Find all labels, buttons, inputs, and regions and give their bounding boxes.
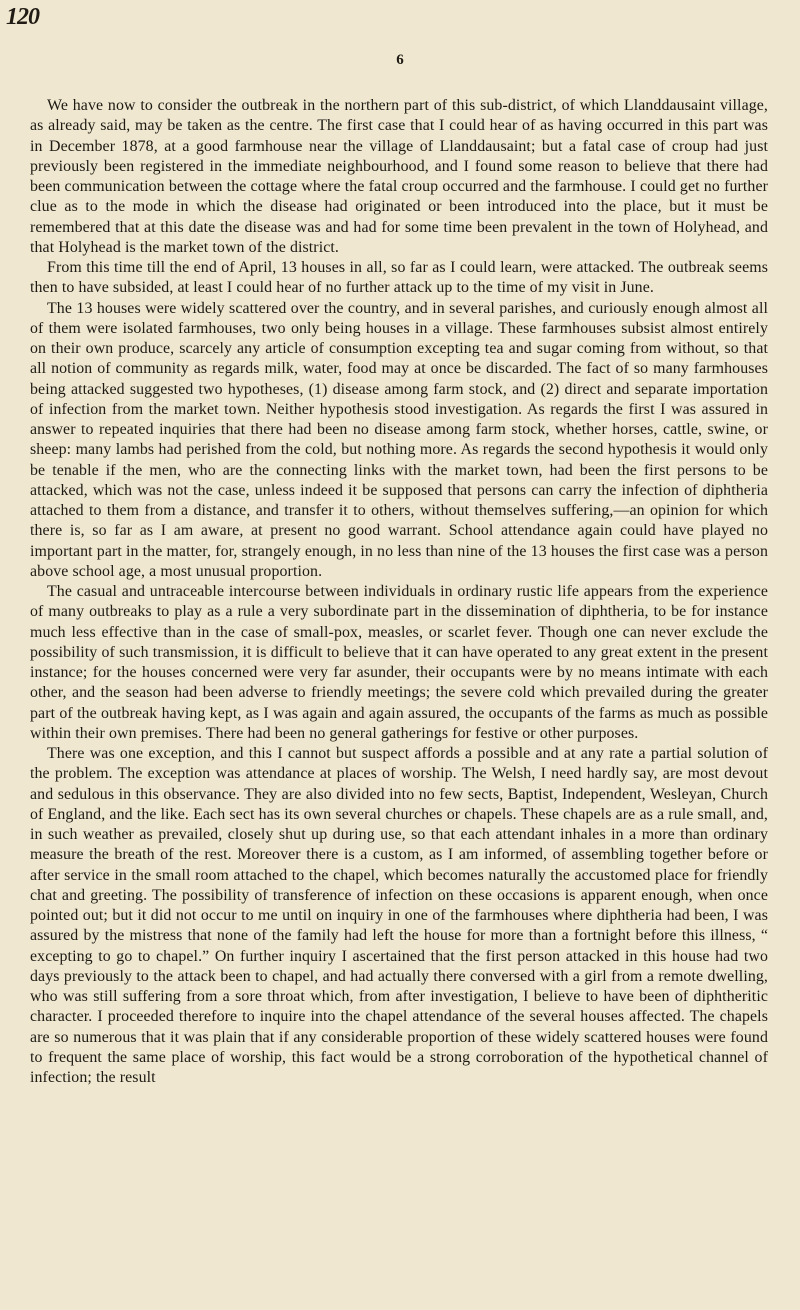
page-number: 6 bbox=[396, 52, 404, 68]
paragraph: There was one exception, and this I cannot but suspect affords a possible and at any rate a partial solution of the problem. The exception was attendance at places of worship. The Welsh, I need hardly say, are most devout and sedulous in this observance. They are also divided into no few sects, Baptist, Independent, Wesleyan, Church of England, and the like. Each sect has its own several churches or chapels. These chapels are as a rule small, and, in such weather as prevailed, closely shut up during use, so that each attendant inhales in a more than ordinary measure the breath of the rest. Moreover there is a custom, as I am informed, of assembling together before or after service in the small room attached to the chapel, which becomes naturally the accustomed place for friendly chat and greeting. The possibility of transference of infection on these occasions is apparent enough, when once pointed out; but it did not occur to me until on inquiry in one of the farmhouses where diphtheria had been, I was assured by the mistress that none of the family had left the house for more than a fortnight before this illness, “ excepting to go to chapel.” On further inquiry I ascertained that the first person attacked in this house had two days previously to the attack been to chapel, and had actually there conversed with a girl from a remote dwelling, who was still suffering from a sore throat which, from after investigation, I believe to have been of diphtheritic character. I proceeded therefore to inquire into the chapel attendance of the several houses affected. The chapels are so numerous that it was plain that if any considerable proportion of these widely scattered houses were found to frequent the same place of worship, this fact would be a strong corroboration of the hypothetical channel of infection; the result bbox=[30, 745, 768, 1086]
paragraph: The 13 houses were widely scattered over the country, and in several parishes, and curiously enough almost all of them were isolated farmhouses, two only being houses in a village. These farmhouses subsist almost entirely on their own produce, scarcely any article of consumption excepting tea and sugar coming from without, so that all notion of community as regards milk, water, food may at once be discarded. The fact of so many farmhouses being attacked suggested two hypotheses, (1) disease among farm stock, and (2) direct and separate importation of infection from the market town. Neither hypothesis stood investigation. As regards the first I was assured in answer to repeated inquiries that there had been no disease among farm stock, whether horses, cattle, swine, or sheep: many lambs had perished from the cold, but nothing more. As regards the second hypothesis it would only be tenable if the men, who are the connecting links with the market town, had been the first persons to be attacked, which was not the case, unless indeed it be supposed that persons can carry the infection of diphtheria attached to them from a distance, and transfer it to others, without themselves suffering,—an opinion for which there is, so far as I am aware, at present no good warrant. School attendance again could have played no important part in the matter, for, strangely enough, in no less than nine of the 13 houses the first case was a person above school age, a most unusual proportion. bbox=[30, 299, 768, 580]
paragraph: We have now to consider the outbreak in the northern part of this sub-district, of which Llanddausaint village, as already said, may be taken as the centre. The first case that I could hear of as having occurred in this part was in December 1878, at a good farmhouse near the village of Llanddausaint; but a fatal case of croup had just previously been registered in the immediate neighbourhood, and I found some reason to believe that there had been communication between the cottage where the fatal croup occurred and the farmhouse. I could get no further clue as to the mode in which the disease had originated or been introduced into the place, but it must be remembered that at this date the disease was and had for some time been prevalent in the town of Holyhead, and that Holyhead is the market town of the district. bbox=[30, 97, 768, 256]
paragraph: The casual and untraceable intercourse between individuals in ordinary rustic life appears from the experience of many outbreaks to play as a rule a very subordinate part in the dissemination of diphtheria, to be for instance much less effective than in the case of small-pox, measles, or scarlet fever. Though one can never exclude the possibility of such transmission, it is difficult to believe that it can have operated to any great extent in the present instance; for the houses concerned were very far asunder, their occupants were by no means intimate with each other, and the season had been adverse to friendly meetings; the severe cold which prevailed during the greater part of the outbreak having kept, as I was again and again assured, the occupants of the farms as much as possible within their own premises. There had been no general gatherings for festive or other purposes. bbox=[30, 583, 768, 742]
body-text bbox=[30, 96, 768, 1088]
handwritten-page-mark: 120 bbox=[6, 4, 39, 30]
paragraph: From this time till the end of April, 13 houses in all, so far as I could learn, were attacked. The outbreak seems then to have subsided, at least I could hear of no further attack up to the time of my visit in June. bbox=[30, 259, 768, 297]
